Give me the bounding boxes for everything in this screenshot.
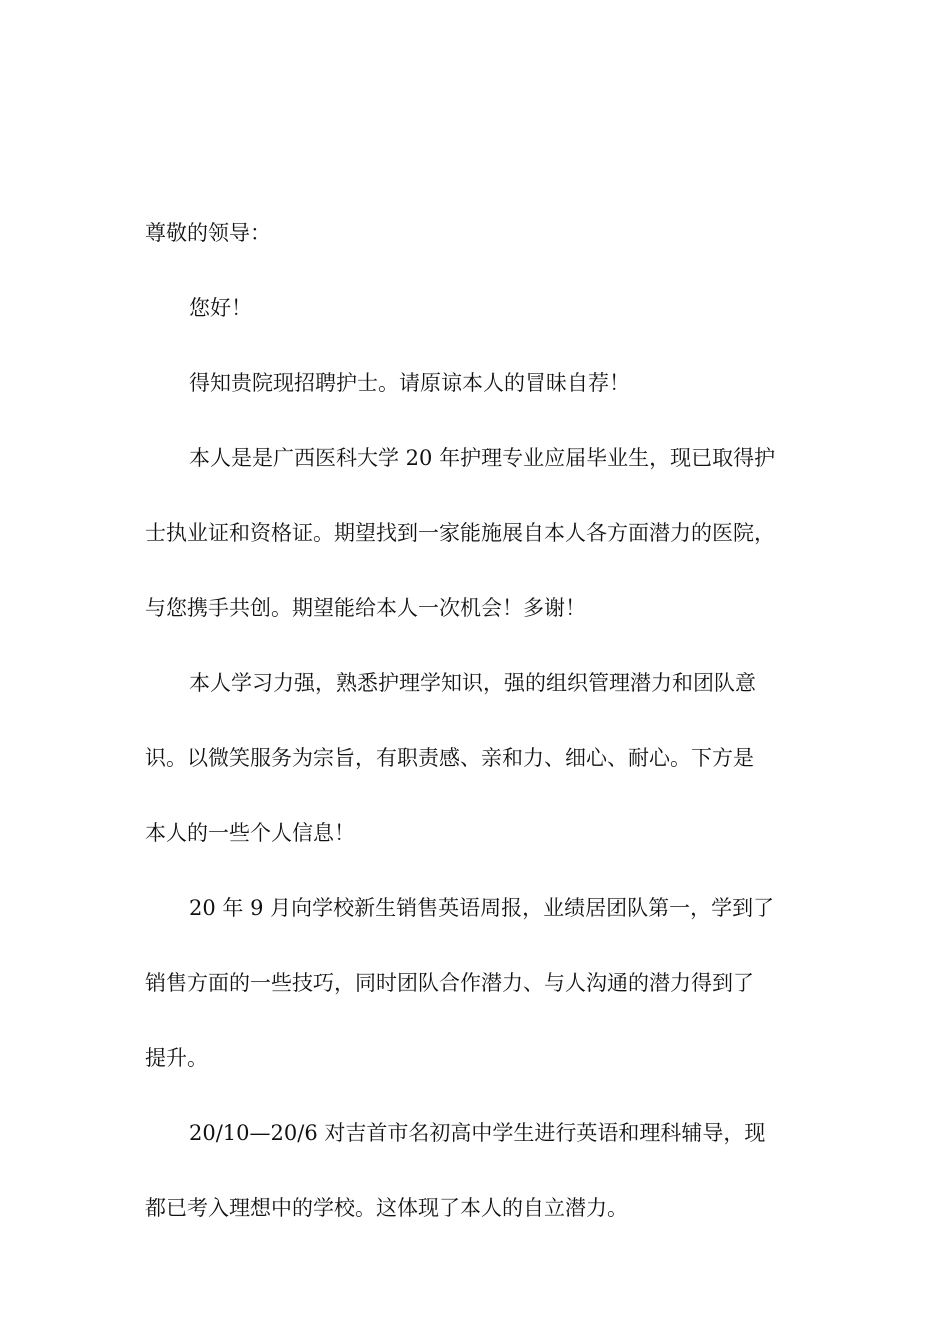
paragraph-tutoring-line-1: 20/10—20/6 对吉首市名初高中学生进行英语和理科辅导，现 (189, 1121, 766, 1145)
paragraph-tutoring-line-2: 都已考入理想中的学校。这体现了本人的自立潜力。 (145, 1196, 628, 1220)
paragraph-background-line-1: 本人是是广西医科大学 20 年护理专业应届毕业生，现已取得护 (189, 446, 776, 470)
paragraph-sales-line-3: 提升。 (145, 1046, 208, 1070)
paragraph-skills-line-2: 识。以微笑服务为宗旨，有职责感、亲和力、细心、耐心。下方是 (145, 746, 754, 770)
paragraph-background-line-3: 与您携手共创。期望能给本人一次机会！多谢！ (145, 596, 586, 620)
letter-body (145, 196, 825, 1246)
paragraph-skills-line-1: 本人学习力强，熟悉护理学知识，强的组织管理潜力和团队意 (189, 671, 756, 695)
paragraph-sales-line-1: 20 年 9 月向学校新生销售英语周报，业绩居团队第一，学到了 (189, 896, 775, 920)
greeting: 您好！ (189, 296, 252, 320)
paragraph-background-line-2: 士执业证和资格证。期望找到一家能施展自本人各方面潜力的医院， (145, 521, 775, 545)
paragraph-sales-line-2: 销售方面的一些技巧，同时团队合作潜力、与人沟通的潜力得到了 (145, 971, 754, 995)
paragraph-skills-line-3: 本人的一些个人信息！ (145, 821, 355, 845)
paragraph-intro: 得知贵院现招聘护士。请原谅本人的冒昧自荐！ (189, 371, 630, 395)
salutation: 尊敬的领导： (145, 221, 271, 245)
